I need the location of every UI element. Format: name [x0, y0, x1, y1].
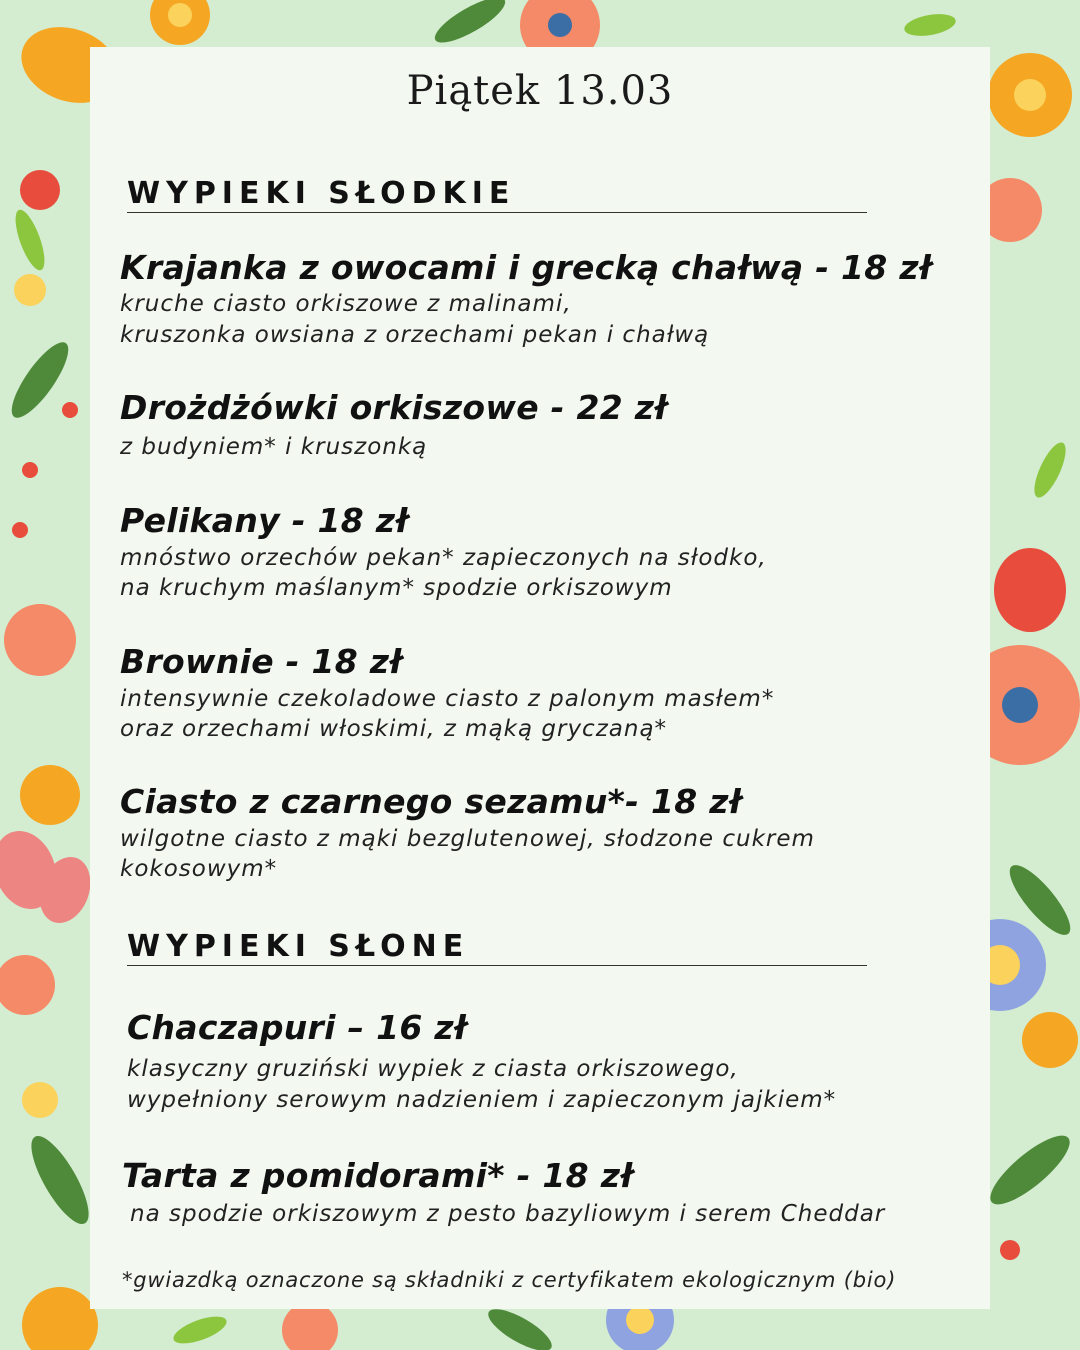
item-description: na kruchym maślanym* spodzie orkiszowym: [120, 575, 673, 601]
item-description: klasyczny gruziński wypiek z ciasta orkiszowego,: [127, 1056, 739, 1082]
item-description: kruche ciasto orkiszowe z malinami,: [120, 291, 572, 317]
section-divider: [127, 212, 867, 213]
item-title: Tarta z pomidorami* - 18 zł: [122, 1156, 633, 1195]
item-description: na spodzie orkiszowym z pesto bazyliowym i serem Cheddar: [130, 1201, 886, 1227]
item-title: Pelikany - 18 zł: [120, 501, 408, 540]
page-title: Piątek 13.03: [406, 68, 674, 114]
item-title: Ciasto z czarnego sezamu*- 18 zł: [120, 782, 742, 821]
footnote: *gwiazdką oznaczone są składniki z certyfikatem ekologicznym (bio): [122, 1268, 897, 1292]
item-description: mnóstwo orzechów pekan* zapieczonych na słodko,: [120, 545, 767, 571]
section-divider: [127, 965, 867, 966]
section-heading-savory: WYPIEKI SŁONE: [127, 929, 470, 964]
item-description: kokosowym*: [120, 856, 278, 882]
item-description: z budyniem* i kruszonką: [120, 434, 428, 460]
section-heading-sweet: WYPIEKI SŁODKIE: [127, 176, 516, 211]
item-description: oraz orzechami włoskimi, z mąką gryczaną*: [120, 716, 668, 742]
item-description: wypełniony serowym nadzieniem i zapieczonym jajkiem*: [127, 1087, 837, 1113]
item-title: Drożdżówki orkiszowe - 22 zł: [120, 388, 667, 427]
item-title: Brownie - 18 zł: [120, 642, 402, 681]
item-title: Krajanka z owocami i grecką chałwą - 18 zł: [120, 248, 932, 287]
item-description: kruszonka owsiana z orzechami pekan i chałwą: [120, 322, 710, 348]
item-description: wilgotne ciasto z mąki bezglutenowej, słodzone cukrem: [120, 826, 815, 852]
item-title: Chaczapuri – 16 zł: [127, 1008, 467, 1047]
item-description: intensywnie czekoladowe ciasto z palonym masłem*: [120, 686, 775, 712]
